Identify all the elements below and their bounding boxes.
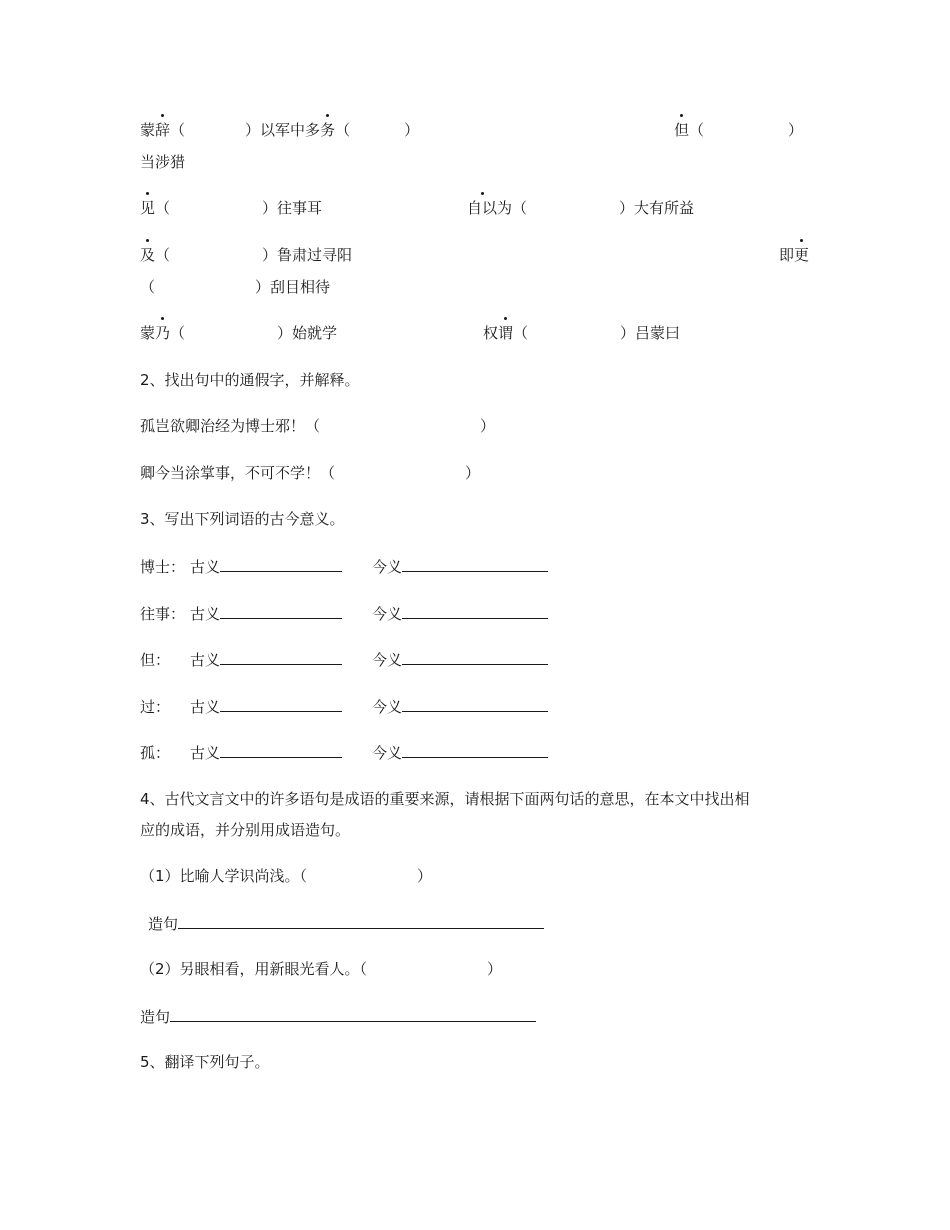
dotted-char: 但 bbox=[674, 121, 690, 139]
q4-sentence2 bbox=[140, 1006, 536, 1027]
paren-open: （ bbox=[335, 121, 351, 139]
modern-label: 今义 bbox=[372, 698, 403, 716]
q2-sentence2 bbox=[140, 463, 480, 483]
dotted-char: 乃 bbox=[155, 324, 171, 342]
paren-close: ） bbox=[417, 867, 433, 885]
paren-open: （ bbox=[689, 121, 705, 139]
q4-sentence1 bbox=[148, 913, 544, 934]
paren-open: （ bbox=[512, 199, 528, 217]
q1-row6-left bbox=[140, 323, 337, 343]
ancient-label: 古义 bbox=[190, 605, 221, 623]
ancient-blank[interactable] bbox=[220, 649, 342, 665]
paren-open: （ bbox=[170, 324, 186, 342]
q1-row4-right bbox=[779, 245, 809, 265]
ancient-label: 古义 bbox=[190, 558, 221, 576]
term: 过： bbox=[140, 698, 171, 716]
q1-row3-right bbox=[467, 198, 694, 218]
text: 蒙 bbox=[140, 324, 156, 342]
q4-title-line2: 应的成语，并分别用成语造句。 bbox=[140, 821, 351, 839]
term: 往事： bbox=[140, 605, 186, 623]
paren-open: （ bbox=[170, 121, 186, 139]
q3-title: 3、写出下列词语的古今意义。 bbox=[140, 510, 345, 528]
q1-row1-right bbox=[674, 120, 803, 140]
text: （1）比喻人学识尚浅。（ bbox=[140, 867, 308, 885]
term: 但： bbox=[140, 651, 171, 669]
text: ）以军中多 bbox=[245, 121, 321, 139]
paren-open: （ bbox=[140, 278, 156, 296]
modern-label: 今义 bbox=[372, 744, 403, 762]
text: 即 bbox=[779, 246, 795, 264]
paren-close: ） bbox=[465, 464, 481, 482]
text: ）刮目相待 bbox=[255, 278, 331, 296]
modern-label: 今义 bbox=[372, 651, 403, 669]
term: 孤： bbox=[140, 744, 171, 762]
dotted-char: 辞 bbox=[155, 121, 171, 139]
ancient-label: 古义 bbox=[190, 651, 221, 669]
modern-label: 今义 bbox=[372, 605, 403, 623]
modern-label: 今义 bbox=[372, 558, 403, 576]
label: 造句 bbox=[148, 915, 179, 933]
text: ）往事耳 bbox=[262, 199, 323, 217]
text: ）鲁肃过寻阳 bbox=[262, 246, 353, 264]
q4-title-line1: 4、古代文言文中的许多语句是成语的重要来源，请根据下面两句话的意思，在本文中找出相 bbox=[140, 790, 750, 808]
text: ）吕蒙曰 bbox=[620, 324, 681, 342]
text: （2）另眼相看，用新眼光看人。（ bbox=[140, 960, 368, 978]
text: 权 bbox=[483, 324, 499, 342]
ancient-blank[interactable] bbox=[220, 556, 342, 572]
text: ）大有所益 bbox=[619, 199, 695, 217]
q4-prompt1 bbox=[140, 866, 432, 886]
q3-row-guo bbox=[140, 696, 548, 717]
text: 蒙 bbox=[140, 121, 156, 139]
modern-blank[interactable] bbox=[402, 556, 548, 572]
dotted-char: 及 bbox=[140, 246, 156, 264]
text: 为 bbox=[497, 199, 513, 217]
q1-row2: 当涉猎 bbox=[140, 153, 186, 171]
paren-close: ） bbox=[487, 960, 503, 978]
dotted-char: 务 bbox=[320, 121, 336, 139]
paren-open: （ bbox=[513, 324, 529, 342]
dotted-chars: 自以 bbox=[467, 199, 498, 217]
paren-open: （ bbox=[155, 246, 171, 264]
ancient-label: 古义 bbox=[190, 698, 221, 716]
modern-blank[interactable] bbox=[402, 603, 548, 619]
modern-blank[interactable] bbox=[402, 742, 548, 758]
q2-sentence1 bbox=[140, 416, 495, 436]
dotted-char: 谓 bbox=[498, 324, 514, 342]
text: 卿今当涂掌事，不可不学！（ bbox=[140, 464, 336, 482]
paren-close: ） bbox=[404, 121, 420, 139]
q1-row5 bbox=[140, 277, 330, 297]
term: 博士： bbox=[140, 558, 186, 576]
q1-row3-left bbox=[140, 198, 322, 218]
sentence-blank[interactable] bbox=[170, 1006, 536, 1022]
q4-prompt2 bbox=[140, 959, 502, 979]
q5-title: 5、翻译下列句子。 bbox=[140, 1053, 270, 1071]
modern-blank[interactable] bbox=[402, 696, 548, 712]
ancient-blank[interactable] bbox=[220, 603, 342, 619]
modern-blank[interactable] bbox=[402, 649, 548, 665]
q3-row-dan bbox=[140, 649, 548, 670]
q3-row-gu bbox=[140, 742, 548, 763]
ancient-label: 古义 bbox=[190, 744, 221, 762]
ancient-blank[interactable] bbox=[220, 742, 342, 758]
text: 孤岂欲卿治经为博士邪！（ bbox=[140, 417, 321, 435]
q1-row4-left bbox=[140, 245, 352, 265]
q1-row1-left bbox=[140, 120, 419, 140]
text: ）始就学 bbox=[277, 324, 338, 342]
q2-title: 2、找出句中的通假字，并解释。 bbox=[140, 371, 360, 389]
paren-close: ） bbox=[480, 417, 496, 435]
paren-close: ） bbox=[788, 121, 804, 139]
ancient-blank[interactable] bbox=[220, 696, 342, 712]
q3-row-boshi bbox=[140, 556, 548, 577]
q1-row6-right bbox=[483, 323, 680, 343]
label: 造句 bbox=[140, 1008, 171, 1026]
q3-row-wangshi bbox=[140, 603, 548, 624]
dotted-char: 见 bbox=[140, 199, 156, 217]
dotted-char: 更 bbox=[794, 246, 810, 264]
sentence-blank[interactable] bbox=[178, 913, 544, 929]
paren-open: （ bbox=[155, 199, 171, 217]
